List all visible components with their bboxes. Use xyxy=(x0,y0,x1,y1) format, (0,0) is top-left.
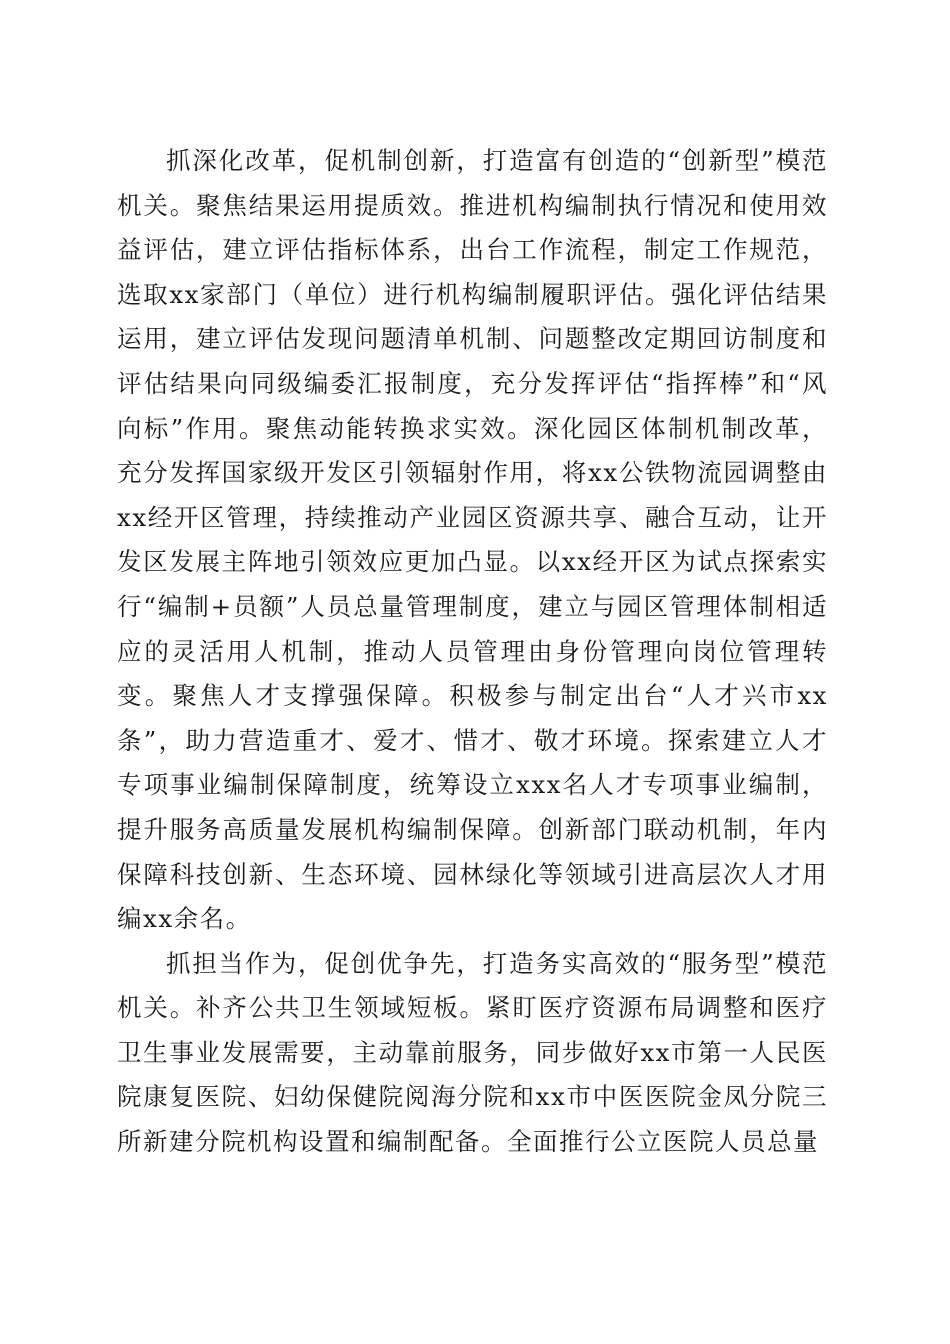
document-body xyxy=(117,139,828,1165)
paragraph-service: 抓担当作为，促创优争先，打造务实高效的“服务型”模范机关。补齐公共卫生领域短板。紧盯医疗资源布局调整和医疗卫生事业发展需要，主动靠前服务，同步做好xx市第一人民医院康复医院、妇幼保健院阅海分院和xx市中医医院金凤分院三所新建分院机构设置和编制配备。全面推行公立医院人员总量 xyxy=(117,948,828,1157)
paragraph-innovation: 抓深化改革，促机制创新，打造富有创造的“创新型”模范机关。聚焦结果运用提质效。推进机构编制执行情况和使用效益评估，建立评估指标体系，出台工作流程，制定工作规范，选取xx家部门（单位）进行机构编制履职评估。强化评估结果运用，建立评估发现问题清单机制、问题整改定期回访制度和评估结果向同级编委汇报制度，充分发挥评估“指挥棒”和“风向标”作用。聚焦动能转换求实效。深化园区体制机制改革，充分发挥国家级开发区引领辐射作用，将xx公铁物流园调整由xx经开区管理，持续推动产业园区资源共享、融合互动，让开发区发展主阵地引领效应更加凸显。以xx经开区为试点探索实行“编制+员额”人员总量管理制度，建立与园区管理体制相适应的灵活用人机制，推动人员管理由身份管理向岗位管理转变。聚焦人才支撑强保障。积极参与制定出台“人才兴市xx条”，助力营造重才、爱才、惜才、敬才环境。探索建立人才专项事业编制保障制度，统筹设立xxx名人才专项事业编制，提升服务高质量发展机构编制保障。创新部门联动机制，年内保障科技创新、生态环境、园林绿化等领域引进高层次人才用编xx余名。 xyxy=(117,146,828,934)
